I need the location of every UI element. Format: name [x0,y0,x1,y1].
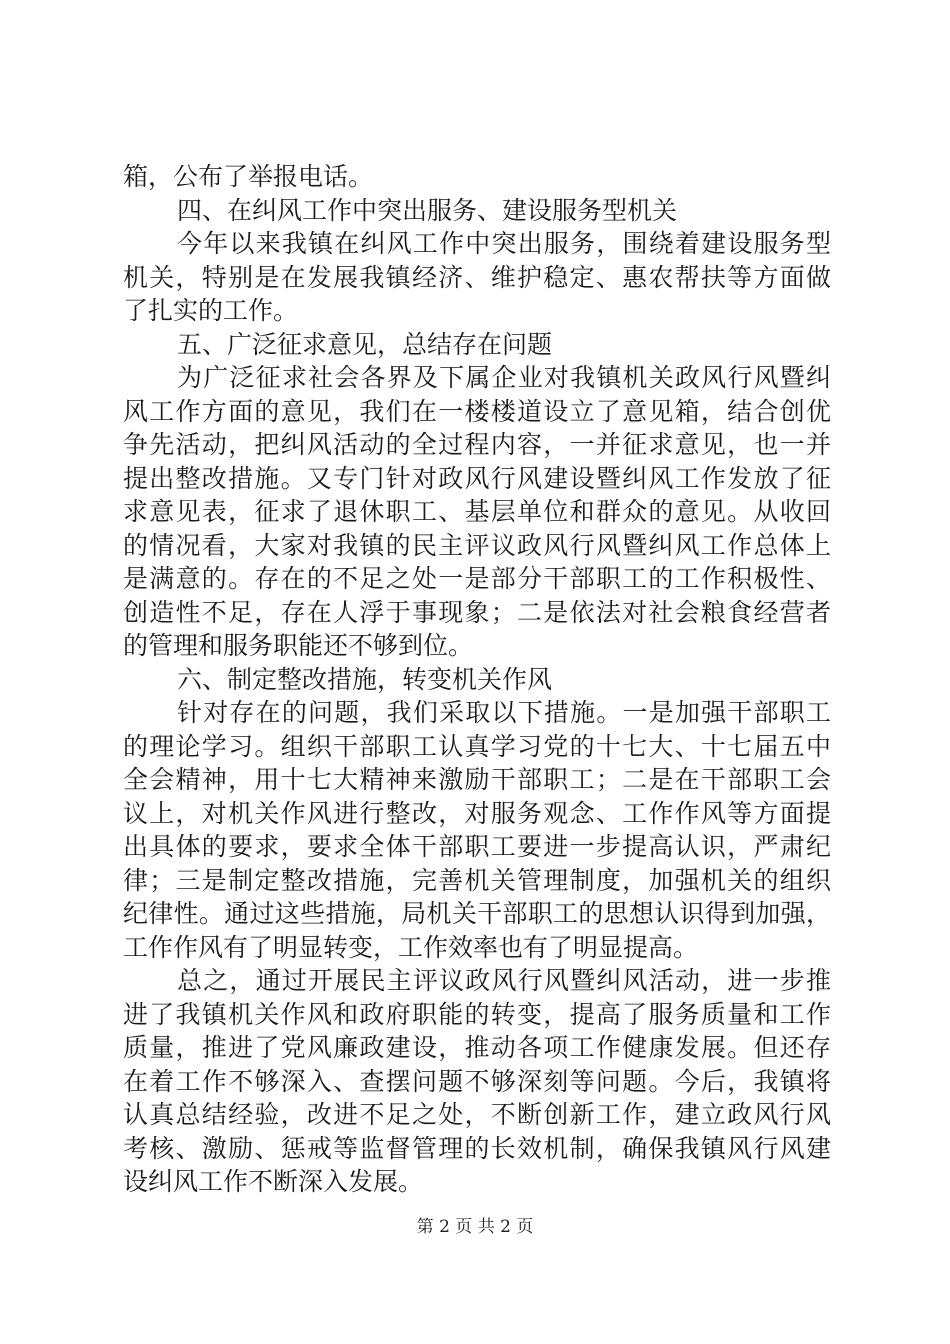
text-line: 认真总结经验，改进不足之处，不断创新工作，建立政风行风 [123,1100,831,1129]
text-line: 工作作风有了明显转变，工作效率也有了明显提高。 [123,932,699,962]
text-line: 的情况看，大家对我镇的民主评议政风行风暨纠风工作总体上 [123,530,831,560]
document-body [123,160,831,1199]
text-line: 纪律性。通过这些措施，局机关干部职工的思想认识得到加强， [123,899,831,928]
text-line: 提出整改措施。又专门针对政风行风建设暨纠风工作发放了征 [123,463,831,493]
text-line: 创造性不足，存在人浮于事现象；二是依法对社会粮食经营者 [123,597,831,627]
text-line: 为广泛征求社会各界及下属企业对我镇机关政风行风暨纠 [177,363,831,392]
text-line: 四、在纠风工作中突出服务、建设服务型机关 [177,195,678,225]
text-line: 了扎实的工作。 [123,296,299,325]
text-line: 质量，推进了党风廉政建设，推动各项工作健康发展。但还存 [123,1033,831,1062]
text-line: 针对存在的问题，我们采取以下措施。一是加强干部职工 [177,698,831,727]
text-line: 争先活动，把纠风活动的全过程内容，一并征求意见，也一并 [123,430,831,459]
text-line: 风工作方面的意见，我们在一楼楼道设立了意见箱，结合创优 [123,396,831,426]
text-line: 在着工作不够深入、查摆问题不够深刻等问题。今后，我镇将 [123,1066,831,1096]
text-line: 总之，通过开展民主评议政风行风暨纠风活动，进一步推 [177,966,831,995]
text-line: 律；三是制定整改措施，完善机关管理制度，加强机关的组织 [123,865,831,895]
text-line: 五、广泛征求意见，总结存在问题 [177,329,553,359]
text-line: 进了我镇机关作风和政府职能的转变，提高了服务质量和工作 [123,999,831,1029]
text-line: 出具体的要求，要求全体干部职工要进一步提高认识，严肃纪 [123,832,831,861]
text-line: 的理论学习。组织干部职工认真学习党的十七大、十七届五中 [123,731,831,761]
page-footer: 第 2 页 共 2 页 [416,1217,534,1237]
text-line: 议上，对机关作风进行整改，对服务观念、工作作风等方面提 [123,798,831,828]
text-line: 求意见表，征求了退休职工、基层单位和群众的意见。从收回 [123,497,831,526]
text-line: 的管理和服务职能还不够到位。 [123,631,474,660]
text-line: 六、制定整改措施，转变机关作风 [177,664,553,694]
text-line: 机关，特别是在发展我镇经济、维护稳定、惠农帮扶等方面做 [123,262,831,292]
text-line: 今年以来我镇在纠风工作中突出服务，围绕着建设服务型 [177,229,831,258]
text-line: 考核、激励、惩戒等监督管理的长效机制，确保我镇风行风建 [123,1133,831,1163]
text-line: 是满意的。存在的不足之处一是部分干部职工的工作积极性、 [123,564,831,593]
text-line: 设纠风工作不断深入发展。 [123,1167,424,1196]
text-line: 箱，公布了举报电话。 [123,162,374,191]
text-line: 全会精神，用十七大精神来激励干部职工；二是在干部职工会 [123,765,831,794]
